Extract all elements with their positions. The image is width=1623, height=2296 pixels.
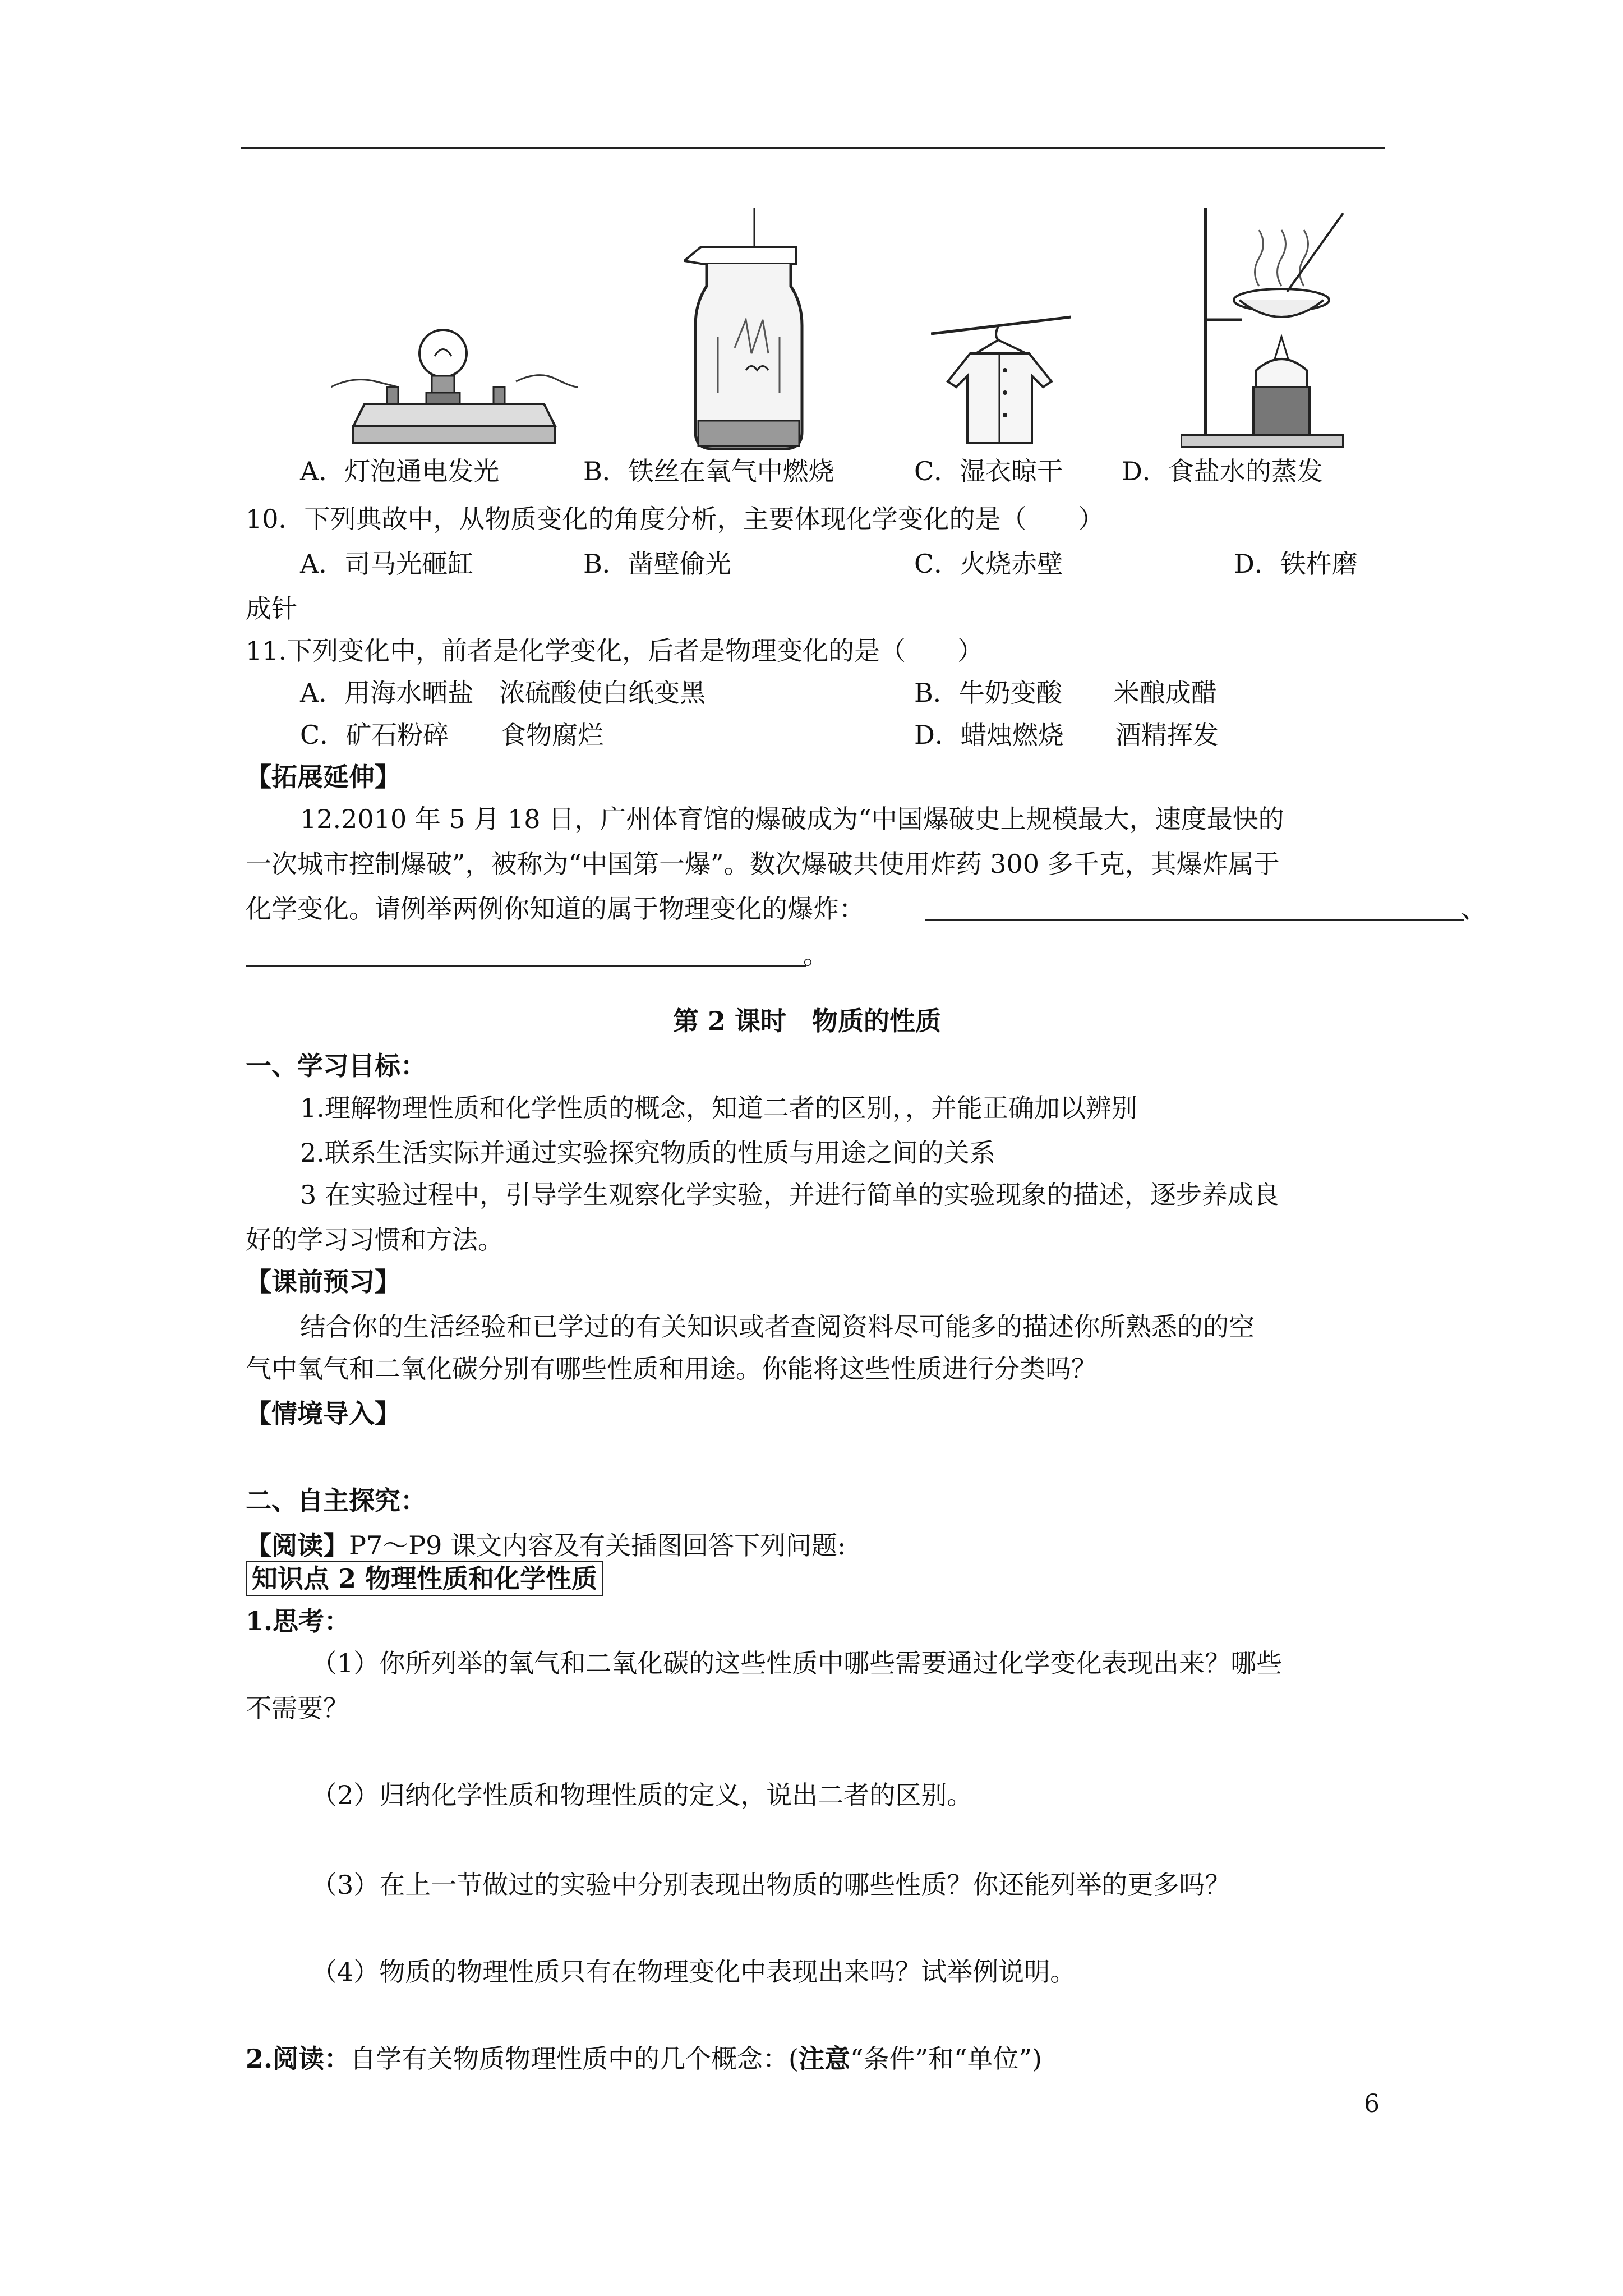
lesson-title: 第 2 课时 物质的性质 bbox=[673, 1006, 942, 1036]
goal-3-line-2: 好的学习习惯和方法。 bbox=[246, 1225, 504, 1255]
think-4: （4）物质的物理性质只有在物理变化中表现出来吗？试举例说明。 bbox=[311, 1957, 1076, 1987]
evaporating-dish-stand-icon bbox=[1181, 202, 1349, 449]
intro-heading: 【情境导入】 bbox=[246, 1398, 400, 1429]
read-2-text: 自学有关物质物理性质中的几个概念：( bbox=[350, 2044, 799, 2074]
q11-option-b: B．牛奶变酸 米酿成醋 bbox=[914, 678, 1217, 708]
q10-option-a: A．司马光砸缸 bbox=[300, 549, 474, 579]
read-label: 【阅读】 bbox=[246, 1530, 349, 1561]
extension-heading: 【拓展延伸】 bbox=[246, 762, 400, 792]
preview-heading: 【课前预习】 bbox=[246, 1267, 400, 1297]
extension-line-3: 化学变化。请例举两例你知道的属于物理变化的爆炸： bbox=[246, 894, 865, 924]
answer-blank-1[interactable] bbox=[925, 919, 1464, 921]
q10-option-b: B．凿壁偷光 bbox=[583, 549, 731, 579]
q10-option-d-continued: 成针 bbox=[246, 593, 297, 624]
iron-wire-oxygen-jar-icon bbox=[684, 208, 813, 454]
preview-line-2: 气中氧气和二氧化碳分别有哪些性质和用途。你能将这些性质进行分类吗？ bbox=[246, 1354, 1097, 1384]
read-2-tail: “条件”和“单位”) bbox=[850, 2044, 1042, 2074]
header-rule bbox=[241, 147, 1385, 149]
goal-1: 1.理解物理性质和化学性质的概念，知道二者的区别，，并能正确加以辨别 bbox=[300, 1093, 1137, 1123]
figure-caption-c: C．湿衣晾干 bbox=[914, 456, 1063, 486]
q11-option-d: D．蜡烛燃烧 酒精挥发 bbox=[914, 720, 1219, 750]
figure-d bbox=[1181, 202, 1349, 449]
light-bulb-circuit-icon bbox=[331, 303, 578, 449]
extension-separator: 、 bbox=[1461, 894, 1487, 924]
goal-2: 2.联系生活实际并通过实验探究物质的性质与用途之间的关系 bbox=[300, 1138, 995, 1168]
preview-line-1: 结合你的生活经验和已学过的有关知识或者查阅资料尽可能多的描述你所熟悉的的空 bbox=[300, 1312, 1255, 1342]
figure-caption-d: D．食盐水的蒸发 bbox=[1122, 456, 1323, 486]
q10-option-d: D．铁杵磨 bbox=[1234, 549, 1358, 579]
think-heading: 1.思考： bbox=[246, 1606, 351, 1636]
think-3: （3）在上一节做过的实验中分别表现出物质的哪些性质？你还能列举的更多吗？ bbox=[311, 1870, 1231, 1900]
goal-3-line-1: 3 在实验过程中，引导学生观察化学实验，并进行简单的实验现象的描述，逐步养成良 bbox=[300, 1180, 1279, 1210]
q11-option-a: A．用海水晒盐 浓硫酸使白纸变黑 bbox=[300, 678, 706, 708]
explore-heading: 二、自主探究： bbox=[246, 1485, 426, 1516]
page-number: 6 bbox=[1364, 2090, 1380, 2118]
think-1-line-1: （1）你所列举的氧气和二氧化碳的这些性质中哪些需要通过化学变化表现出来？哪些 bbox=[311, 1648, 1283, 1678]
q10-option-c: C．火烧赤壁 bbox=[914, 549, 1063, 579]
figure-caption-b: B．铁丝在氧气中燃烧 bbox=[583, 456, 834, 486]
read-2-label: 2.阅读： bbox=[246, 2044, 351, 2074]
figure-a bbox=[331, 303, 578, 449]
knowledge-point-box: 知识点 2 物理性质和化学性质 bbox=[246, 1561, 603, 1596]
read-2-line bbox=[246, 2042, 1042, 2076]
q11-stem: 11.下列变化中，前者是化学变化，后者是物理变化的是（ ） bbox=[246, 636, 984, 666]
extension-end: 。 bbox=[803, 940, 829, 970]
goals-heading: 一、学习目标： bbox=[246, 1051, 426, 1081]
q10-stem: 10．下列典故中，从物质变化的角度分析，主要体现化学变化的是（ ） bbox=[246, 504, 1104, 534]
answer-blank-2[interactable] bbox=[246, 965, 806, 967]
read-text: P7～P9 课文内容及有关插图回答下列问题: bbox=[349, 1530, 846, 1561]
figure-c bbox=[931, 309, 1071, 449]
think-1-line-2: 不需要？ bbox=[246, 1693, 349, 1723]
extension-line-2: 一次城市控制爆破”，被称为“中国第一爆”。数次爆破共使用炸药 300 多千克，其爆炸属于 bbox=[246, 849, 1280, 879]
q11-option-c: C．矿石粉碎 食物腐烂 bbox=[300, 720, 604, 750]
figure-caption-a: A．灯泡通电发光 bbox=[300, 456, 500, 486]
hanging-shirt-icon bbox=[931, 309, 1071, 449]
read-2-note: 注意 bbox=[798, 2044, 850, 2074]
read-line bbox=[246, 1529, 846, 1562]
think-2: （2）归纳化学性质和物理性质的定义，说出二者的区别。 bbox=[311, 1780, 973, 1810]
figure-b bbox=[684, 208, 813, 454]
extension-line-1: 12.2010 年 5 月 18 日，广州体育馆的爆破成为“中国爆破史上规模最大，速度最快的 bbox=[300, 804, 1284, 834]
